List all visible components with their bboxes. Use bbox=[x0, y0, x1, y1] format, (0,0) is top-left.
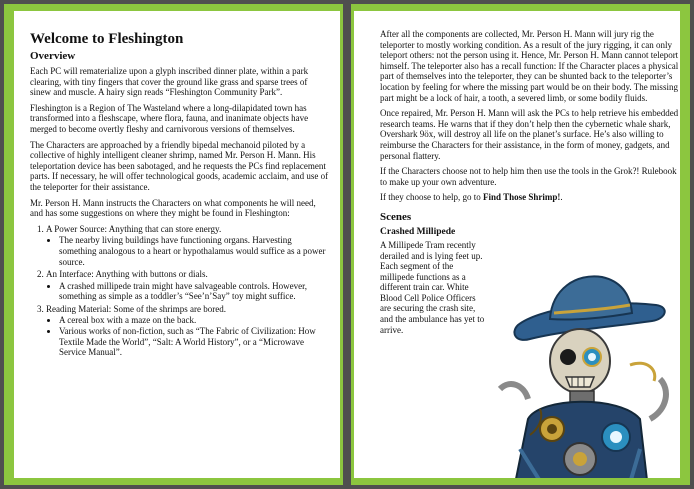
overview-paragraph-4: Mr. Person H. Mann instructs the Characters on what components he will need, and has some suggestions on where they might be found in Fleshington: bbox=[30, 197, 316, 219]
left-page-sheet bbox=[14, 11, 340, 478]
link-suffix: . bbox=[560, 192, 563, 203]
page-title: Welcome to Fleshington bbox=[30, 31, 184, 47]
find-those-shrimp-link[interactable]: Find Those Shrimp! bbox=[482, 192, 561, 203]
sub-list bbox=[46, 235, 330, 267]
list-item bbox=[46, 224, 330, 267]
list-item-label: Reading Material: Some of the shrimps are bored. bbox=[46, 303, 226, 314]
overview-paragraph-1: Each PC will rematerialize upon a glyph inscribed dinner plate, within a park clearing, with tiny fingers that cover the ground like grass and sparse trees of sinew and muscle. A hairy sign reads “Fleshington Community Park”. bbox=[30, 66, 309, 98]
right-paragraph-2: Once repaired, Mr. Person H. Mann will ask the PCs to help retrieve his embedded research teams. He warns that if they don’t help then the cybernetic whale shark, Overshark 9öx, will destroy all life on the planet’s surface. He’s also willing to reimburse the Characters for their assistance, in the form of money, gadgets, and personal flattery. bbox=[380, 108, 679, 161]
left-page-content bbox=[30, 31, 330, 360]
overview-heading: Overview bbox=[30, 50, 76, 62]
sub-list bbox=[46, 315, 330, 357]
component-list bbox=[30, 224, 330, 358]
sub-list-item: • A crashed millipede train might have salvageable controls. However, something as simple as a toddler’s “See’n’Say” toy might suffice. bbox=[59, 281, 330, 302]
crashed-millipede-heading: Crashed Millipede bbox=[380, 226, 456, 237]
right-paragraph-4 bbox=[380, 192, 680, 203]
crashed-millipede-text: A Millipede Tram recently derailed and is lying feet up. Each segment of the millipede functions as a different train car. White Blood Cell Police Officers are securing the crash site, and the ambulance has yet to arrive. bbox=[380, 239, 485, 335]
right-page bbox=[351, 4, 690, 485]
right-page-sheet bbox=[354, 11, 680, 478]
overview-paragraph-3: The Characters are approached by a friendly bipedal mechanoid piloted by a collective of highly intelligent cleaner shrimp, named Mr. Person H. Mann. His teleportation device has been sabotaged, and he requests the PCs find replacement parts. If necessary, he will offer technological goods, academic acclaim, and use of the teleporter for their assistance. bbox=[30, 139, 329, 192]
right-paragraph-1: After all the components are collected, Mr. Person H. Mann will jury rig the teleporter to mostly working condition. As a result of the jury rigging, it can only teleport others: not the person using it. Hence, Mr. Person H. Mann cannot teleport himself. The teleporter also has a recall function: If the Character places a physical part of themselves into the teleporter, they can be shunted back to the teleporter’s location by feeling for where the missing part would be on their body. The missing part might be a lock of hair, a tooth, a severed limb, or some bodily fluids. bbox=[380, 29, 679, 103]
list-item bbox=[46, 304, 330, 358]
list-item bbox=[46, 269, 330, 302]
sub-list-item: • The nearby living buildings have functioning organs. Harvesting something analogous to a heart or hypothalamus would suffice as a power source. bbox=[59, 235, 330, 267]
left-page bbox=[4, 4, 343, 485]
sub-list-item: • Various works of non-fiction, such as “The Fabric of Civilization: How Textile Made the World”, “Salt: A World History”, or a “Microwave Service Manual”. bbox=[59, 326, 330, 358]
right-paragraph-3: If the Characters choose not to help him then use the tools in the Grok?! Rulebook to make up your own adventure. bbox=[380, 166, 677, 187]
sub-list bbox=[46, 281, 330, 302]
overview-paragraph-2: Fleshington is a Region of The Wasteland where a long-dilapidated town has transformed into a fleshscape, where flora, fauna, and inanimate objects have merged to become overtly fleshy and carnivorous versions of themselves. bbox=[30, 102, 309, 134]
scenes-heading: Scenes bbox=[380, 210, 412, 223]
list-item-label: An Interface: Anything with buttons or dials. bbox=[46, 269, 208, 280]
cyborg-skeleton-cowboy-illustration bbox=[480, 269, 680, 478]
sub-list-item: • A cereal box with a maze on the back. bbox=[59, 315, 330, 326]
link-prefix: If they choose to help, go to bbox=[380, 192, 483, 203]
list-item-label: A Power Source: Anything that can store energy. bbox=[46, 223, 222, 234]
